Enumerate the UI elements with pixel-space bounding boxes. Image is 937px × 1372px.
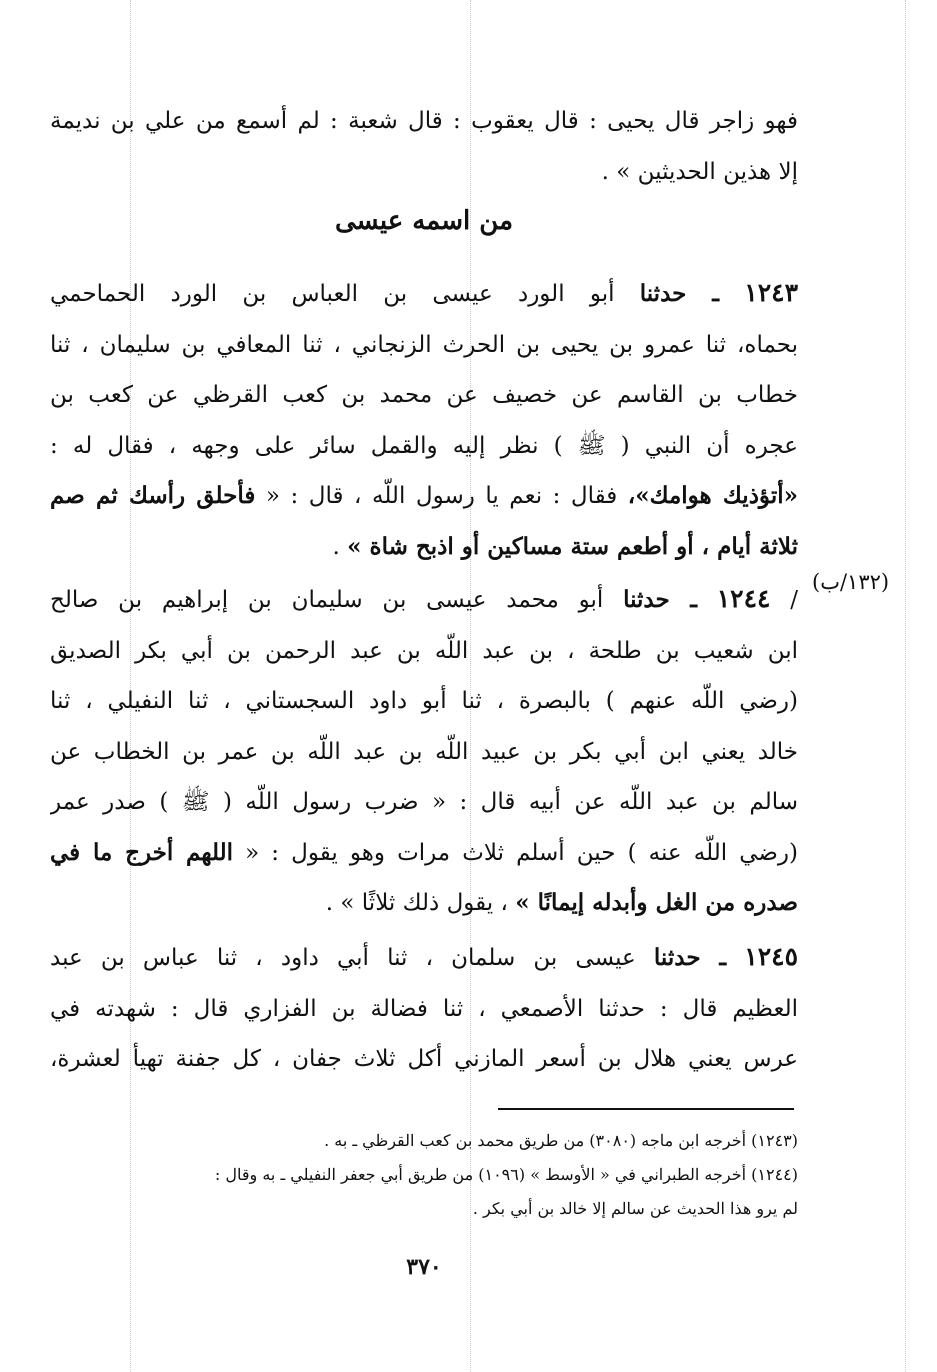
text-line xyxy=(50,522,798,573)
text-line xyxy=(50,268,798,320)
text-run-bold: «أتؤذيك هوامك»، xyxy=(627,482,798,509)
footnote-separator xyxy=(498,1108,794,1110)
text-line: فهو زاجر قال يحيى : قال يعقوب : قال شعبة : لم أسمع من علي بن نديمة xyxy=(50,108,798,134)
text-run-bold: فأحلق رأسك ثم صم xyxy=(50,482,256,509)
hadith-1244 xyxy=(50,574,798,929)
text-line: عجره أن النبي ( ﷺ ) نظر إليه والقمل سائر على وجهه ، فقال له : xyxy=(50,432,798,459)
text-run: . xyxy=(332,533,340,560)
hadith-number: ١٢٤٥ xyxy=(744,942,798,971)
footnote-line: لم يرو هذا الحديث عن سالم إلا خالد بن أبي بكر . xyxy=(472,1199,798,1218)
intro-paragraph xyxy=(50,96,798,197)
text-line xyxy=(50,878,798,929)
footnotes xyxy=(50,1124,798,1226)
section-heading: من اسمه عيسى xyxy=(334,206,514,236)
manuscript-folio-note: (١٣٢/ب) xyxy=(812,570,890,594)
text-line xyxy=(50,932,798,984)
text-line: بحماه، ثنا عمرو بن يحيى بن الحرث الزنجاني ، ثنا المعافي بن سليمان ، ثنا xyxy=(50,331,798,358)
footnote-line: (١٢٤٤) أخرجه الطبراني في « الأوسط » (١٠٩٦) من طريق أبي جعفر النفيلي ـ به وقال : xyxy=(214,1165,798,1184)
text-run: عيسى بن سلمان ، ثنا أبي داود ، ثنا عباس بن عبد xyxy=(50,945,636,971)
text-run-bold: اللهم أخرج ما في xyxy=(50,838,233,866)
hadith-1243 xyxy=(50,268,798,572)
text-run: أبو الورد عيسى بن العباس بن الورد الحماحمي xyxy=(50,281,615,307)
text-run: أبو محمد عيسى بن سليمان بن إبراهيم بن صالح xyxy=(50,587,604,613)
text-run-bold: صدره من الغل وأبدله إيمانًا » xyxy=(515,889,798,916)
text-line: (رضي اللّه عنهم ) بالبصرة ، ثنا أبو داود السجستاني ، ثنا النفيلي ، ثنا xyxy=(50,688,798,714)
text-line xyxy=(50,471,798,522)
hadith-lead: ـ حدثنا xyxy=(623,586,697,613)
text-run: فقال : نعم يا رسول اللّه ، قال : « xyxy=(265,483,618,509)
text-line xyxy=(50,828,798,879)
text-line: خالد يعني ابن أبي بكر بن عبيد اللّه بن عبد اللّه بن عمر بن الخطاب عن xyxy=(50,738,798,765)
text-run-bold: ثلاثة أيام ، أو أطعم ستة مساكين أو اذبح شاة » xyxy=(347,532,798,560)
text-line: العظيم قال : حدثنا الأصمعي ، ثنا فضالة بن الفزاري قال : شهدته في xyxy=(50,995,798,1022)
page-number: ٣٧٠ xyxy=(406,1254,442,1280)
text-line: إلا هذين الحديثين » . xyxy=(601,158,798,185)
hadith-lead: ـ حدثنا xyxy=(639,280,720,307)
text-line: ابن شعيب بن طلحة ، بن عبد اللّه بن عبد الرحمن بن أبي بكر الصديق xyxy=(50,637,798,664)
hadith-lead: ـ حدثنا xyxy=(653,944,727,971)
text-line: خطاب بن القاسم عن خصيف عن محمد بن كعب القرظي عن كعب بن xyxy=(50,382,798,408)
scan-guide-line xyxy=(905,0,906,1372)
text-line: سالم بن عبد اللّه عن أبيه قال : « ضرب رسول اللّه ( ﷺ ) صدر عمر xyxy=(50,789,798,815)
hadith-1245 xyxy=(50,932,798,1085)
text-line xyxy=(50,574,798,626)
footnote-line: (١٢٤٣) أخرجه ابن ماجه (٣٠٨٠) من طريق محمد بن كعب القرظي ـ به . xyxy=(324,1131,798,1150)
hadith-number: ١٢٤٣ xyxy=(744,278,798,307)
folio-slash: / xyxy=(790,587,798,613)
text-run: (رضي اللّه عنه ) حين أسلم ثلاث مرات وهو يقول : « xyxy=(245,839,798,866)
hadith-number: ١٢٤٤ xyxy=(716,584,771,613)
text-run: ، يقول ذلك ثلاثًا » . xyxy=(325,890,508,916)
text-line: عرس يعني هلال بن أسعر المازني أكل ثلاث جفان ، كل جفنة تهيأ لعشرة، xyxy=(50,1046,798,1072)
